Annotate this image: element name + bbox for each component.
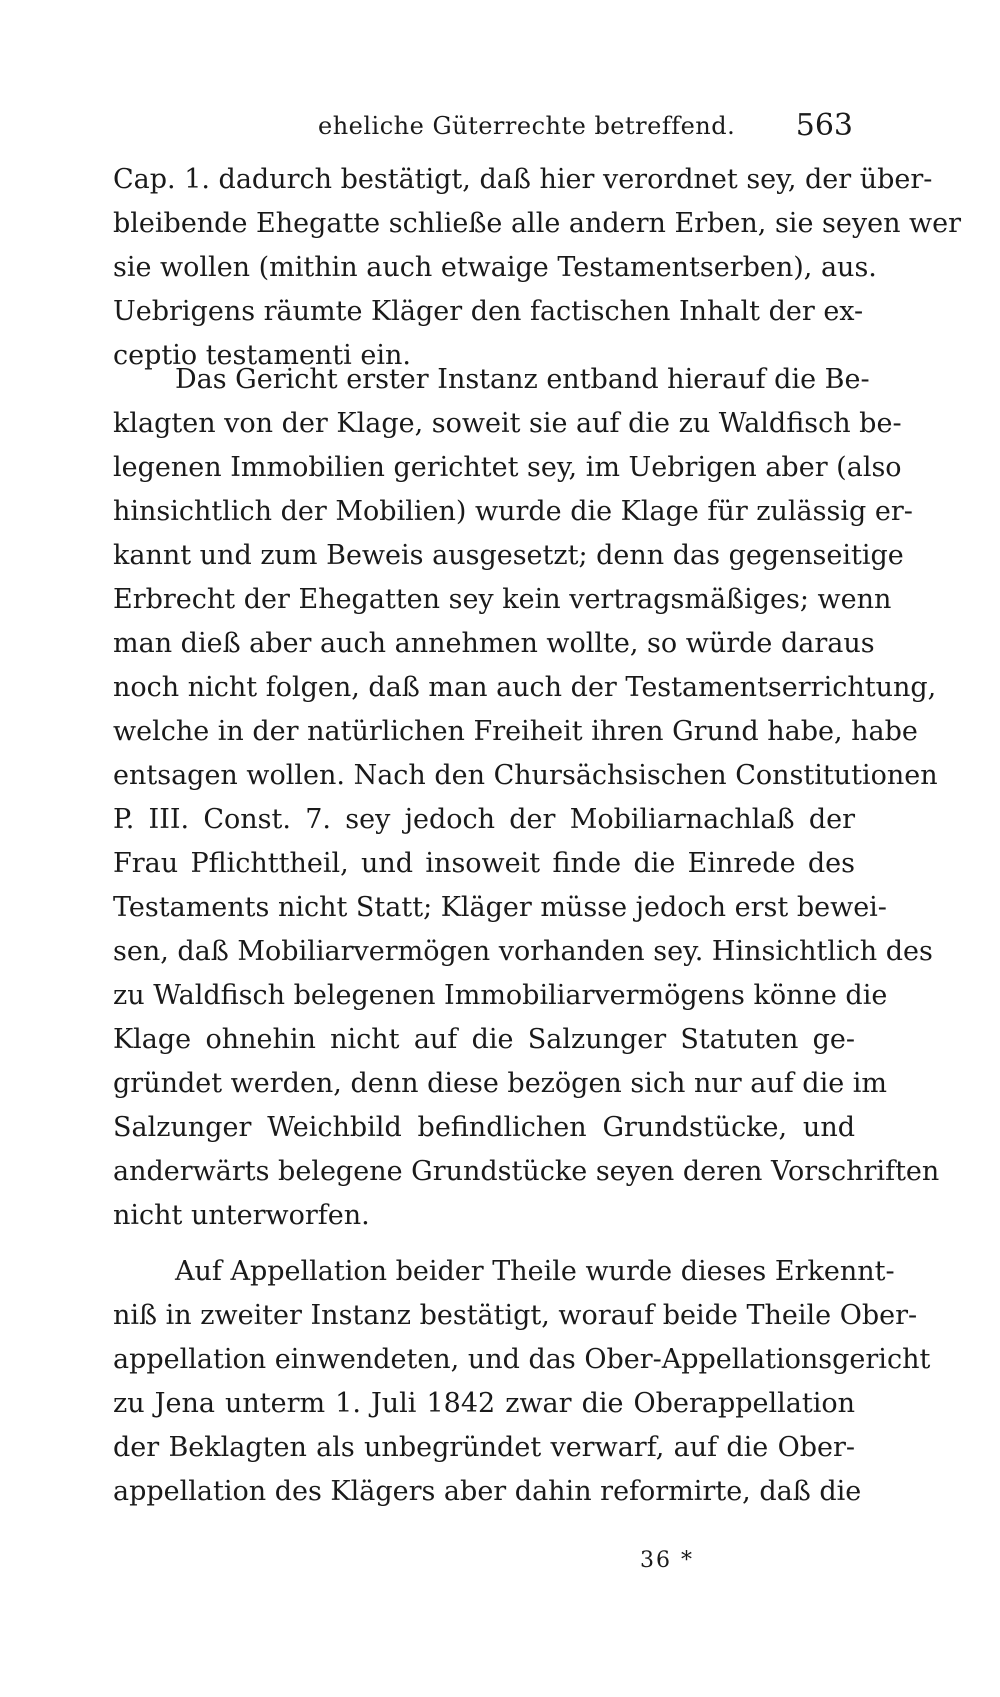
text-line: Uebrigens räumte Kläger den factischen Inhalt der ex- [113,296,864,327]
text-line: Frau Pflichttheil, und insoweit finde die Einrede des [113,848,855,879]
text-line: zu Waldfisch belegenen Immobiliarvermögens könne die [113,980,888,1011]
text-line: nicht unterworfen. [113,1200,370,1231]
text-line: appellation des Klägers aber dahin reformirte, daß die [113,1476,862,1507]
text-line: bleibende Ehegatte schließe alle andern Erben, sie seyen wer [113,208,962,239]
running-head [113,108,853,152]
text-line: klagten von der Klage, soweit sie auf die zu Waldfisch be- [113,408,902,439]
text-line: welche in der natürlichen Freiheit ihren Grund habe, habe [113,716,918,747]
text-line: Klage ohnehin nicht auf die Salzunger Statuten ge- [113,1024,855,1055]
signature-mark: 36 * [640,1548,694,1573]
text-line: entsagen wollen. Nach den Chursächsischen Constitutionen [113,760,938,791]
text-line: legenen Immobilien gerichtet sey, im Uebrigen aber (also [113,452,902,483]
paragraph-2 [113,358,940,1238]
text-line: hinsichtlich der Mobilien) wurde die Klage für zulässig er- [113,496,913,527]
text-line: Testaments nicht Statt; Kläger müsse jedoch erst bewei- [113,892,887,923]
text-line: Salzunger Weichbild befindlichen Grundstücke, und [113,1112,855,1143]
text-line: der Beklagten als unbegründet verwarf, auf die Ober- [113,1432,855,1463]
text-line: sen, daß Mobiliarvermögen vorhanden sey. Hinsichtlich des [113,936,933,967]
text-line: Cap. 1. dadurch bestätigt, daß hier verordnet sey, der über- [113,164,933,195]
text-line: Auf Appellation beider Theile wurde dieses Erkennt- [175,1256,895,1287]
text-line: P. III. Const. 7. sey jedoch der Mobiliarnachlaß der [113,804,855,835]
text-line: Das Gericht erster Instanz entband hierauf die Be- [175,364,870,395]
text-line: appellation einwendeten, und das Ober-Appellationsgericht [113,1344,931,1375]
text-line: zu Jena unterm 1. Juli 1842 zwar die Oberappellation [113,1388,855,1419]
text-line: noch nicht folgen, daß man auch der Testamentserrichtung, [113,672,937,703]
text-line: kannt und zum Beweis ausgesetzt; denn das gegenseitige [113,540,904,571]
text-line: niß in zweiter Instanz bestätigt, worauf beide Theile Ober- [113,1300,918,1331]
text-line: Erbrecht der Ehegatten sey kein vertragsmäßiges; wenn [113,584,892,615]
paragraph-3 [113,1250,931,1514]
page-number: 563 [795,108,853,143]
text-line: anderwärts belegene Grundstücke seyen deren Vorschriften [113,1156,940,1187]
paragraph-1 [113,158,962,378]
running-title: eheliche Güterrechte betreffend. [318,112,736,140]
text-line: gründet werden, denn diese bezögen sich nur auf die im [113,1068,888,1099]
text-line: sie wollen (mithin auch etwaige Testamentserben), aus. [113,252,877,283]
text-line: ceptio testamenti ein. [113,340,411,371]
text-line: man dieß aber auch annehmen wollte, so würde daraus [113,628,875,659]
